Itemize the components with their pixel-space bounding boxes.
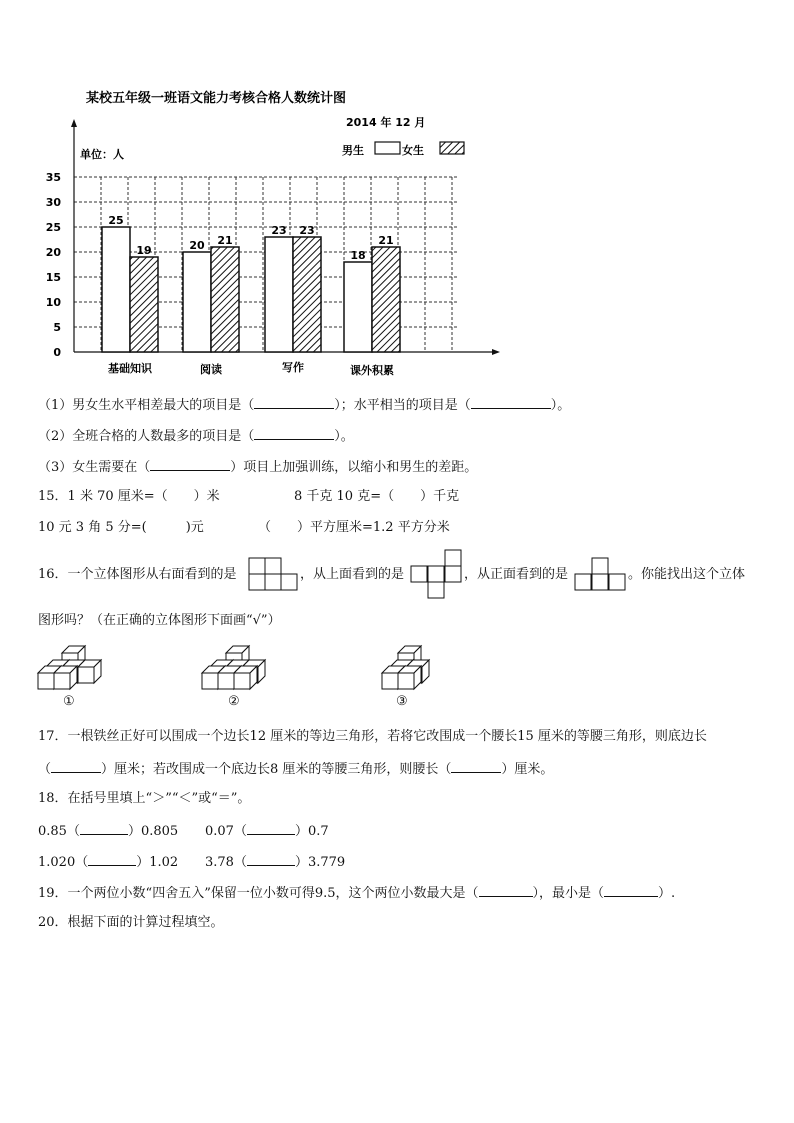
answer-blank[interactable] (254, 395, 334, 409)
unit-label: 单位：人 (80, 148, 124, 161)
chart-title: 某校五年级一班语文能力考核合格人数统计图 (86, 91, 347, 106)
cube (54, 666, 77, 689)
question-15-c: 10 元 3 角 5 分=( )元 (38, 520, 204, 535)
y-tick-label: 25 (45, 221, 61, 234)
cube (78, 660, 101, 683)
compare-row-1-b: 0.07（ ）0.7 (205, 821, 329, 841)
question-3: （3）女生需要在（ ）项目上加强训练，以缩小和男生的差距。 (38, 457, 477, 477)
question-18: 18．在括号里填上“＞”“＜”或“＝”。 (38, 791, 251, 806)
front-view-figure (574, 557, 626, 591)
question-15-b: 8 千克 10 克=（ ）千克 (294, 489, 460, 504)
answer-blank[interactable] (88, 852, 136, 866)
chart-date: 2014 年 12 月 (346, 116, 426, 129)
question-16-text-5: 图形吗？（在正确的立体图形下面画“√”） (38, 613, 281, 628)
question-1: （1）男女生水平相差最大的项目是（ ）；水平相当的项目是（ ）。 (38, 395, 570, 415)
legend-label-boys: 男生 (342, 144, 364, 157)
y-tick-label: 10 (45, 296, 61, 309)
bar (265, 237, 293, 352)
answer-blank[interactable] (254, 426, 334, 440)
x-category-label: 基础知识 (108, 362, 152, 375)
question-16-text-2: ，从上面看到的是 (300, 567, 405, 582)
answer-blank[interactable] (51, 759, 101, 773)
question-2: （2）全班合格的人数最多的项目是（ ）。 (38, 426, 354, 446)
legend-label-girls: 女生 (402, 144, 424, 157)
question-17-line-1: 17．一根铁丝正好可以围成一个边长12 厘米的等边三角形，若将它改围成一个腰长15 厘米的等腰三角形，则底边长 (38, 729, 707, 744)
answer-blank[interactable] (247, 852, 295, 866)
option-label-2: ② (228, 694, 240, 709)
cube (234, 666, 257, 689)
solid-figure-option-2[interactable] (200, 643, 272, 693)
y-tick-label: 20 (45, 246, 61, 259)
x-category-labels (108, 360, 394, 377)
x-axis-arrow (492, 349, 500, 355)
bar (211, 247, 239, 352)
question-16-text-4: 。你能找出这个立体 (628, 567, 746, 582)
answer-blank[interactable] (247, 821, 295, 835)
bar-value-label: 23 (299, 224, 315, 237)
y-tick-label: 5 (53, 321, 61, 334)
y-tick-label: 0 (53, 346, 61, 359)
compare-row-1-a: 0.85（ ）0.805 (38, 821, 178, 841)
bar (293, 237, 321, 352)
bar (183, 252, 211, 352)
answer-blank[interactable] (80, 821, 128, 835)
question-20: 20．根据下面的计算过程填空。 (38, 915, 224, 930)
bar-value-label: 19 (136, 244, 152, 257)
bar-value-label: 21 (217, 234, 233, 247)
compare-row-2-b: 3.78（ ）3.779 (205, 852, 345, 872)
right-view-figure (248, 557, 298, 591)
question-17-line-2: （ ）厘米；若改围成一个底边长8 厘米的等腰三角形，则腰长（ ）厘米。 (38, 759, 553, 779)
bar (344, 262, 372, 352)
bar (130, 257, 158, 352)
x-category-label: 课外积累 (350, 364, 394, 377)
top-view-figure (410, 549, 462, 599)
x-category-label: 写作 (282, 361, 304, 374)
bar-value-label: 23 (271, 224, 287, 237)
answer-blank[interactable] (604, 883, 658, 897)
question-19: 19．一个两位小数“四舍五入”保留一位小数可得9.5，这个两位小数最大是（ ），最小是（ ）. (38, 883, 675, 903)
answer-blank[interactable] (451, 759, 501, 773)
answer-blank[interactable] (150, 457, 230, 471)
y-tick-label: 30 (45, 196, 61, 209)
y-tick-label: 15 (45, 271, 61, 284)
bar (102, 227, 130, 352)
solid-figure-option-1[interactable] (36, 643, 108, 693)
cube (398, 666, 421, 689)
question-16-text-1: 16．一个立体图形从右面看到的是 (38, 567, 237, 582)
chart-legend (342, 142, 464, 157)
bar-value-label: 18 (350, 249, 366, 262)
solid-figure-option-3[interactable] (378, 643, 450, 693)
bar (372, 247, 400, 352)
compare-row-2-a: 1.020（ ）1.02 (38, 852, 178, 872)
answer-blank[interactable] (479, 883, 533, 897)
question-15-a: 15．1 米 70 厘米=（ ）米 (38, 489, 220, 504)
legend-swatch-boys (375, 142, 400, 154)
chart-bars (102, 214, 400, 352)
y-tick-label: 35 (45, 171, 61, 184)
bar-value-label: 20 (189, 239, 205, 252)
question-16-text-3: ，从正面看到的是 (464, 567, 569, 582)
bar-chart (0, 0, 794, 390)
answer-blank[interactable] (471, 395, 551, 409)
bar-value-label: 21 (378, 234, 394, 247)
x-category-label: 阅读 (200, 363, 222, 376)
y-axis-arrow (71, 119, 77, 127)
question-15-d: （ ）平方厘米=1.2 平方分米 (258, 520, 450, 535)
y-tick-labels (46, 171, 62, 359)
legend-swatch-girls (440, 142, 464, 154)
option-label-3: ③ (396, 694, 408, 709)
option-label-1: ① (63, 694, 75, 709)
bar-value-label: 25 (108, 214, 124, 227)
